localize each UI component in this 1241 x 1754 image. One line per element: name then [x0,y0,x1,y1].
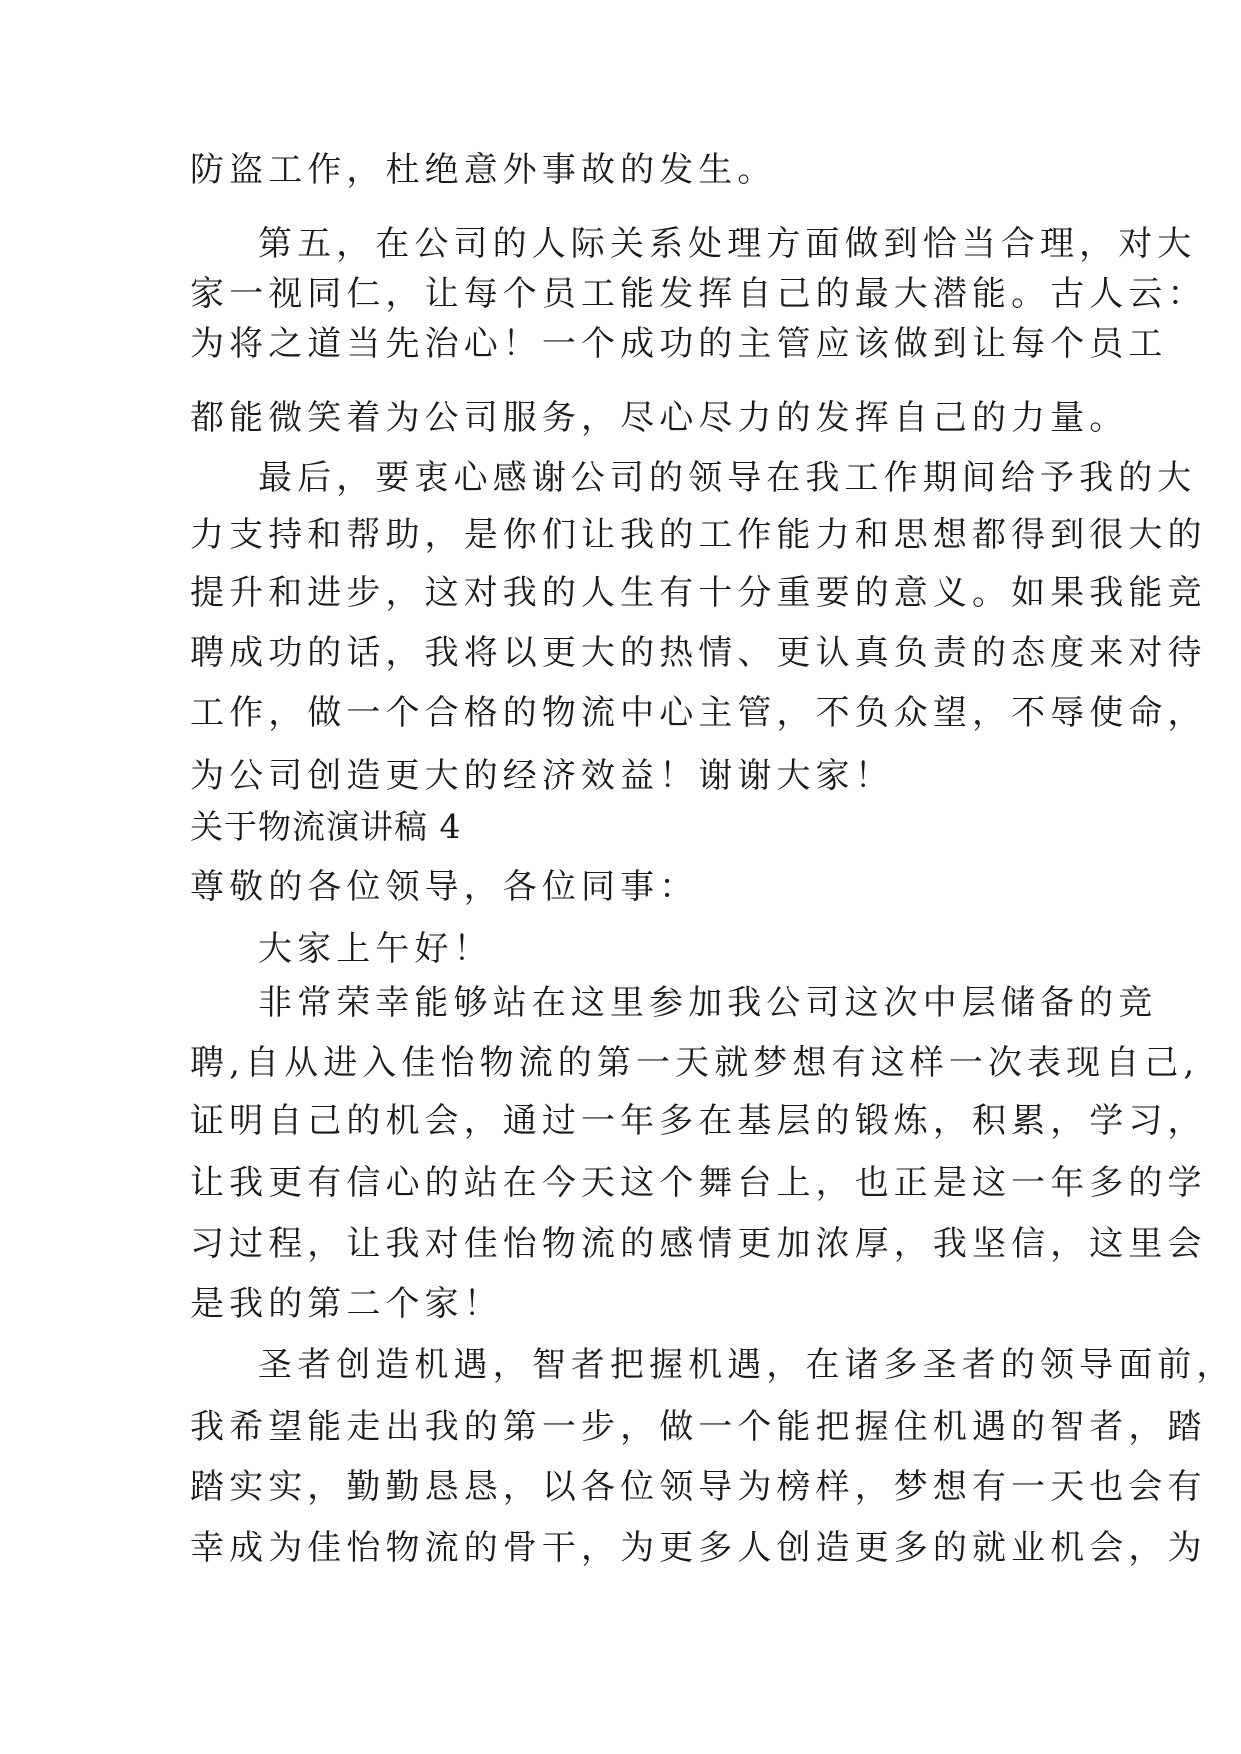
greeting: 大家上午好！ [258,929,493,969]
text-line: 踏实实，勤勤恳恳，以各位领导为榜样，梦想有一天也会有 [190,1467,1207,1507]
text-line: 聘成功的话，我将以更大的热情、更认真负责的态度来对待 [190,633,1207,673]
text-line: 为公司创造更大的经济效益！谢谢大家！ [190,756,894,796]
text-line: 都能微笑着为公司服务，尽心尽力的发挥自己的力量。 [190,398,1129,438]
section-title: 关于物流演讲稿 4 [190,807,462,846]
text-line: 防盗工作，杜绝意外事故的发生。 [190,150,777,190]
text-line: 聘,自从进入佳怡物流的第一天就梦想有这样一次表现自己, [190,1043,1200,1083]
text-line: 家一视同仁，让每个员工能发挥自己的最大潜能。古人云： [190,274,1207,314]
salutation: 尊敬的各位领导，各位同事： [190,867,699,907]
text-line: 让我更有信心的站在今天这个舞台上，也正是这一年多的学 [190,1163,1207,1203]
paragraph-first-line: 非常荣幸能够站在这里参加我公司这次中层储备的竞 [258,983,1158,1023]
paragraph-first-line: 圣者创造机遇，智者把握机遇，在诸多圣者的领导面前， [258,1345,1236,1385]
text-line: 幸成为佳怡物流的骨干，为更多人创造更多的就业机会，为 [190,1528,1207,1568]
text-line: 工作，做一个合格的物流中心主管，不负众望，不辱使命， [190,693,1207,733]
paragraph-first-line: 第五，在公司的人际关系处理方面做到恰当合理，对大 [258,224,1197,264]
text-line: 证明自己的机会，通过一年多在基层的锻炼，积累，学习， [190,1101,1207,1141]
text-line: 习过程，让我对佳怡物流的感情更加浓厚，我坚信，这里会 [190,1224,1207,1264]
text-line: 提升和进步，这对我的人生有十分重要的意义。如果我能竞 [190,573,1207,613]
text-line: 为将之道当先治心！一个成功的主管应该做到让每个员工 [190,324,1168,364]
text-line: 力支持和帮助，是你们让我的工作能力和思想都得到很大的 [190,515,1207,555]
text-line: 我希望能走出我的第一步，做一个能把握住机遇的智者，踏 [190,1407,1207,1447]
text-line: 是我的第二个家！ [190,1284,503,1324]
paragraph-first-line: 最后，要衷心感谢公司的领导在我工作期间给予我的大 [258,458,1197,498]
